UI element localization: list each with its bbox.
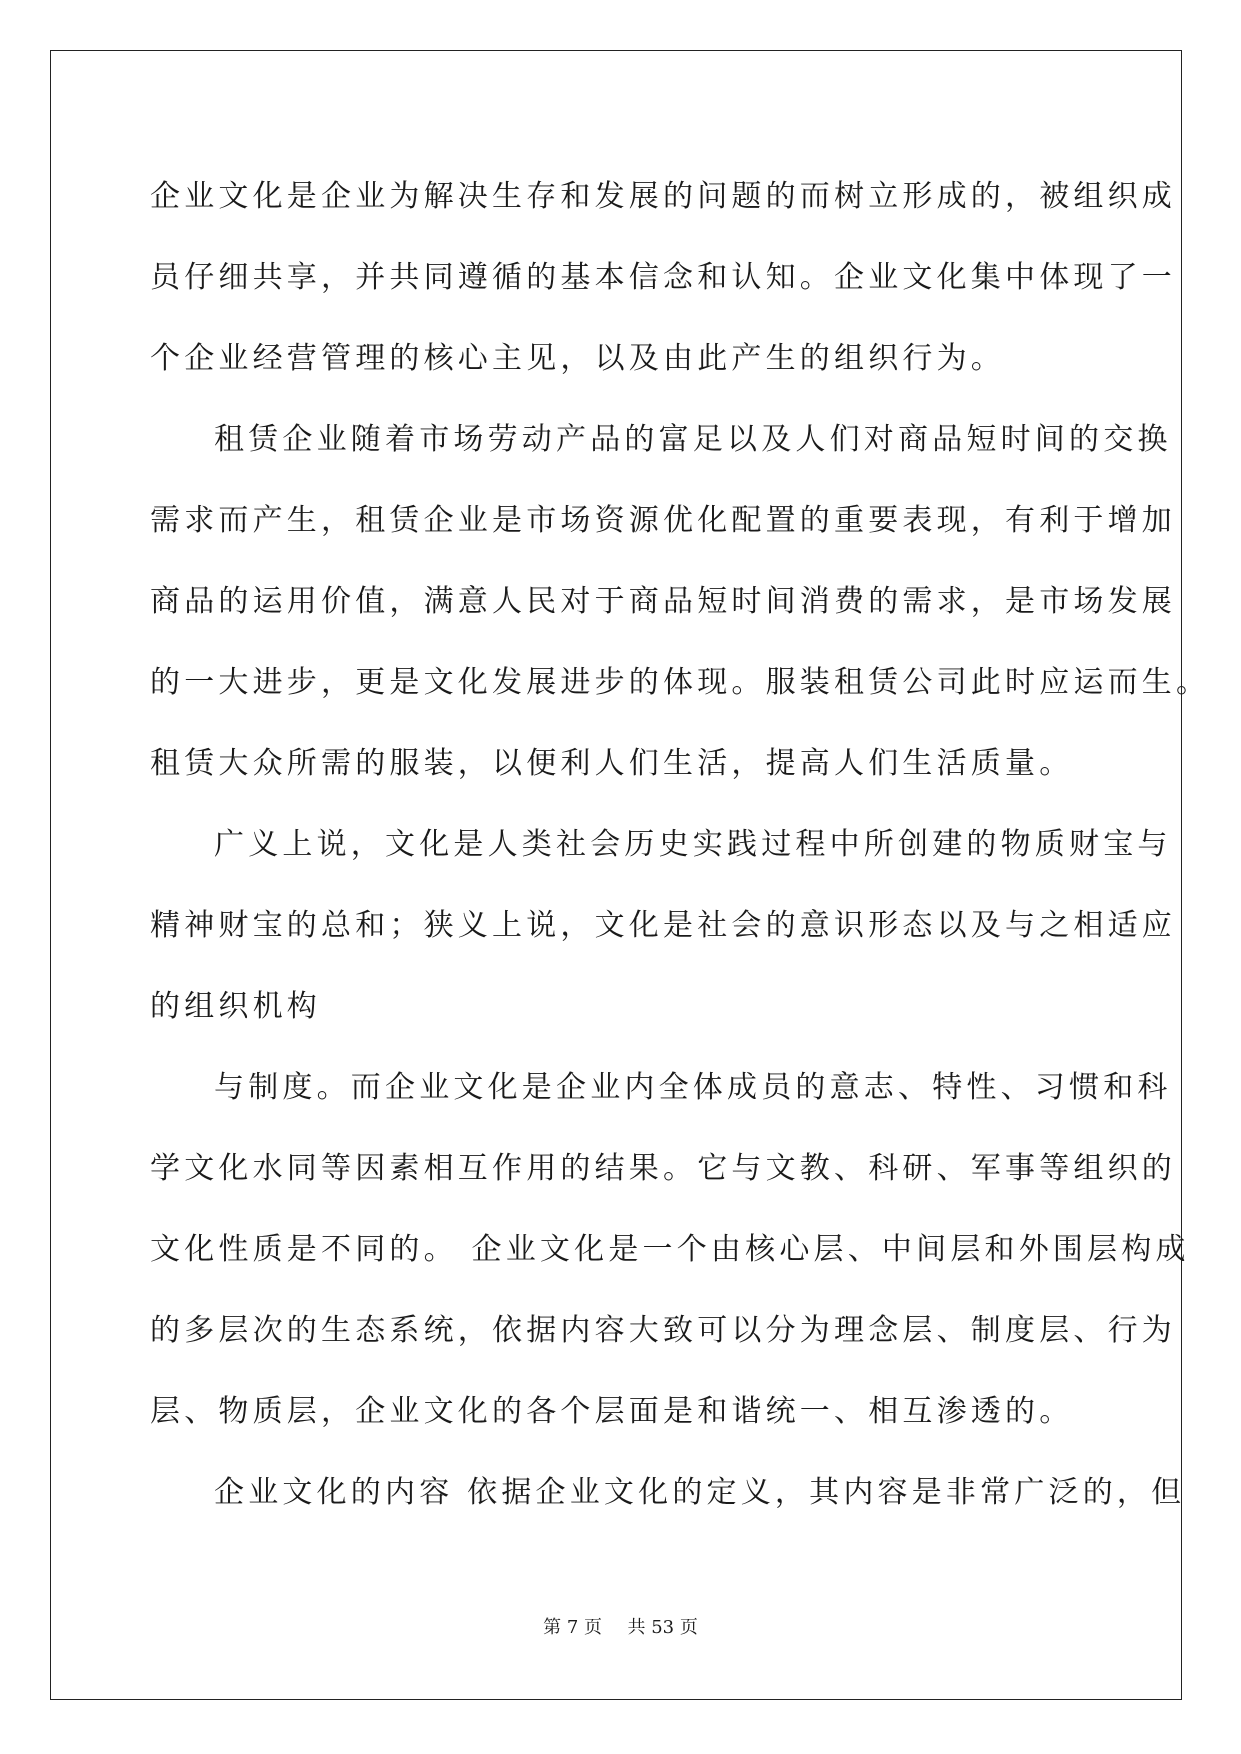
text-line: 员仔细共享，并共同遵循的基本信念和认知。企业文化集中体现了一 [150, 260, 1176, 295]
text-line: 个企业经营管理的核心主见，以及由此产生的组织行为。 [150, 341, 1005, 376]
text-line: 企业文化是企业为解决生存和发展的问题的而树立形成的，被组织成 [150, 179, 1176, 214]
text-line: 文化性质是不同的。 企业文化是一个由核心层、中间层和外围层构成 [150, 1232, 1190, 1267]
document-body [150, 156, 1211, 1533]
text-line: 层、物质层，企业文化的各个层面是和谐统一、相互渗透的。 [150, 1394, 1074, 1429]
text-line: 的多层次的生态系统，依据内容大致可以分为理念层、制度层、行为 [150, 1313, 1176, 1348]
text-line: 商品的运用价值，满意人民对于商品短时间消费的需求，是市场发展 [150, 584, 1176, 619]
text-line: 租赁大众所需的服装，以便利人们生活，提高人们生活质量。 [150, 746, 1074, 781]
text-line: 广义上说，文化是人类社会历史实践过程中所创建的物质财宝与 [214, 827, 1172, 862]
text-line: 的组织机构 [150, 989, 321, 1024]
text-line: 需求而产生，租赁企业是市场资源优化配置的重要表现，有利于增加 [150, 503, 1176, 538]
text-line: 与制度。而企业文化是企业内全体成员的意志、特性、习惯和科 [214, 1070, 1172, 1105]
text-line: 学文化水同等因素相互作用的结果。它与文教、科研、军事等组织的 [150, 1151, 1176, 1186]
page-footer [0, 1613, 1241, 1639]
text-line: 的一大进步，更是文化发展进步的体现。服装租赁公司此时应运而生。 [150, 665, 1211, 700]
page-number: 第 7 页 [543, 1617, 603, 1638]
text-line: 精神财宝的总和；狭义上说，文化是社会的意识形态以及与之相适应 [150, 908, 1176, 943]
text-line: 企业文化的内容 依据企业文化的定义，其内容是非常广泛的，但 [214, 1475, 1186, 1510]
page-total: 共 53 页 [627, 1617, 698, 1638]
text-line: 租赁企业随着市场劳动产品的富足以及人们对商品短时间的交换 [214, 422, 1172, 457]
